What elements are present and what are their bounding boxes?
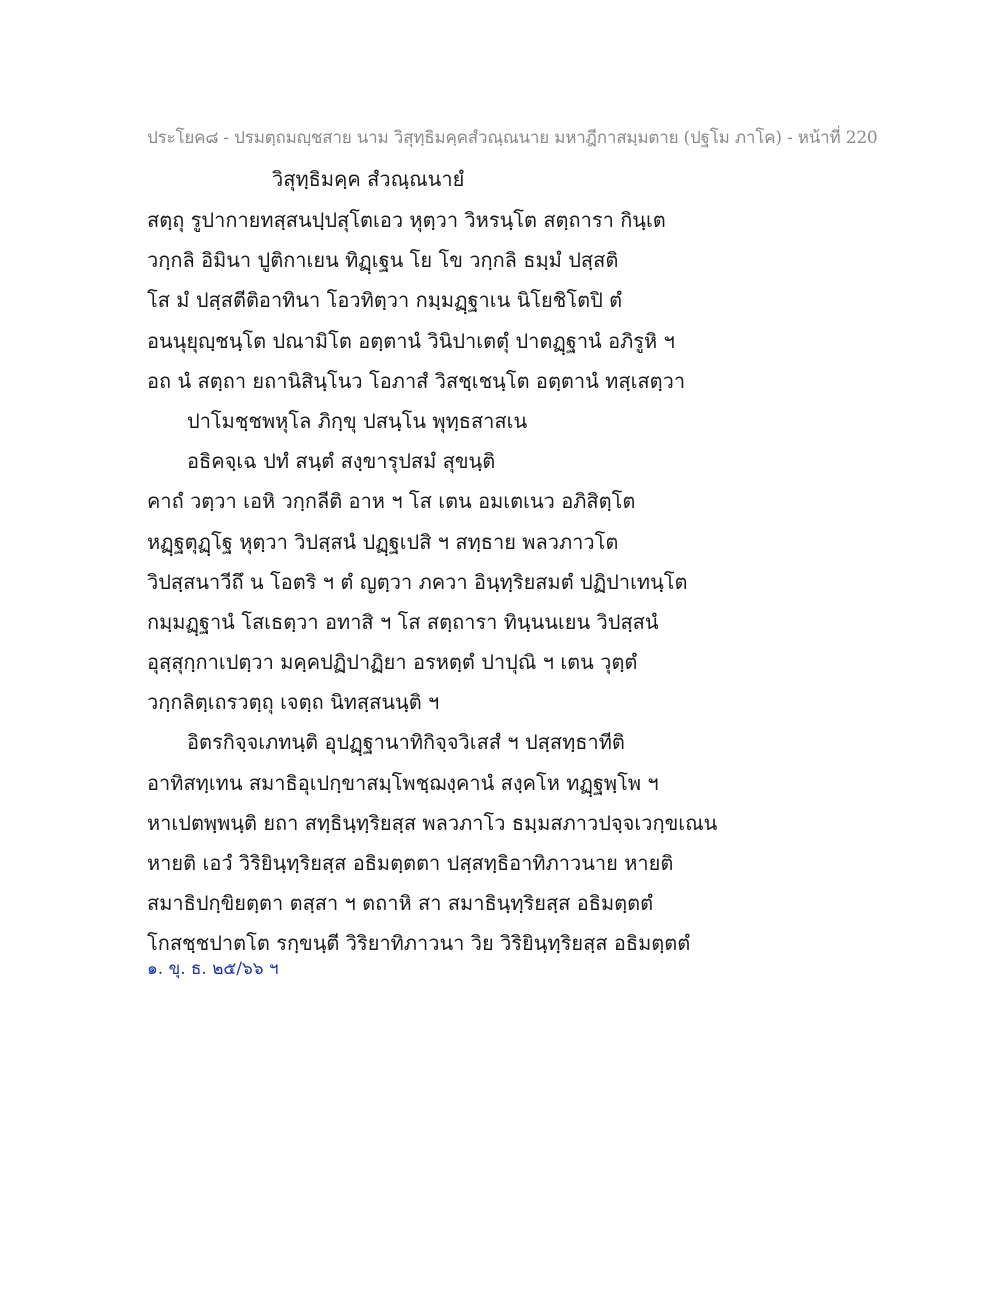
text-line: วกฺกลิตฺเถรวตฺถุ เจตฺถ นิทสฺสนนฺติ ฯ [147, 690, 440, 715]
verse-line: อธิคจฺเฉ ปทํ สนฺตํ สงฺขารุปสมํ สุขนฺติ [187, 449, 496, 474]
verse-line: ปาโมชฺชพหุโล ภิกฺขุ ปสนฺโน พุทฺธสาสเน [187, 408, 528, 433]
text-line: หฏฺฐตุฏฺโฐ หุตฺวา วิปสฺสนํ ปฏฺฐเปสิ ฯ สทฺธาย พลวภาวโต [147, 529, 619, 554]
text-line: อนนุยุญฺชนฺโต ปณามิโต อตฺตานํ วินิปาเตตุํ ปาตฏฺฐานํ อภิรูหิ ฯ [147, 328, 675, 353]
text-line: สมาธิปกฺขิยตฺตา ตสฺสา ฯ ตถาหิ สา สมาธินฺทฺริยสฺส อธิมตฺตตํ [147, 891, 654, 916]
text-line: โส มํ ปสฺสตีติอาทินา โอวทิตฺวา กมฺมฏฺฐาเน นิโยชิโตปิ ตํ [147, 288, 623, 313]
paragraph-start-line: อิตรกิจฺจเภทนฺติ อุปฏฺฐานาทิกิจฺจวิเสสํ ฯ ปสฺสทฺธาทีติ [187, 730, 625, 755]
text-line: กมฺมฏฺฐานํ โสเธตฺวา อทาสิ ฯ โส สตฺถารา ทินฺนนเยน วิปสฺสนํ [147, 609, 659, 634]
text-line: วิปสฺสนาวีถึ น โอตริ ฯ ตํ ญตฺวา ภควา อินฺทฺริยสมตํ ปฏิปาเทนฺโต [147, 569, 688, 594]
text-line: สตฺถุ รูปากายทสฺสนปฺปสุโตเอว หุตฺวา วิหรนฺโต สตฺถารา กินฺเต [147, 208, 666, 232]
footnote: ๑. ขุ. ธ. ๒๕/๖๖ ฯ [147, 959, 279, 979]
text-line: หาเปตพฺพนฺติ ยถา สทฺธินฺทฺริยสฺส พลวภาโว ธมฺมสภาวปจฺจเวกฺขเณน [147, 810, 718, 835]
body-text [147, 200, 867, 964]
text-line: อาทิสทฺเทน สมาธิอุเปกฺขาสมฺโพชฺฌงฺคานํ สงฺคโห ทฏฺฐพฺโพ ฯ [147, 770, 659, 795]
text-line: อุสฺสุกฺกาเปตฺวา มคฺคปฏิปาฏิยา อรหตฺตํ ปาปุณิ ฯ เตน วุตฺตํ [147, 650, 638, 675]
text-line: อถ นํ สตฺถา ยถานิสินฺโนว โอภาสํ วิสชฺเชนฺโต อตฺตานํ ทสฺเสตฺวา [147, 368, 686, 393]
text-line: โกสชฺชปาตโต รกฺขนฺตี วิริยาทิภาวนา วิย วิริยินฺทฺริยสฺส อธิมตฺตตํ [147, 931, 691, 956]
text-line: หายติ เอวํ วิริยินฺทฺริยสฺส อธิมตฺตตา ปสฺสทฺธิอาทิภาวนาย หายติ [147, 851, 674, 875]
text-line: วกฺกลิ อิมินา ปูติกาเยน ทิฏฺเฐน โย โข วกฺกลิ ธมฺมํ ปสฺสติ [147, 248, 619, 273]
text-line: คาถํ วตฺวา เอหิ วกฺกลีติ อาห ฯ โส เตน อมเตเนว อภิสิตฺโต [147, 489, 636, 514]
section-title: วิสุทฺธิมคฺค สํวณฺณนายํ [272, 167, 465, 191]
running-header: ประโยค๘ - ปรมตฺถมญฺชสาย นาม วิสุทฺธิมคฺคสํวณฺณนาย มหาฎีกาสมฺมตาย (ปฐโม ภาโค) - หน้าที่ 220 [147, 128, 878, 148]
